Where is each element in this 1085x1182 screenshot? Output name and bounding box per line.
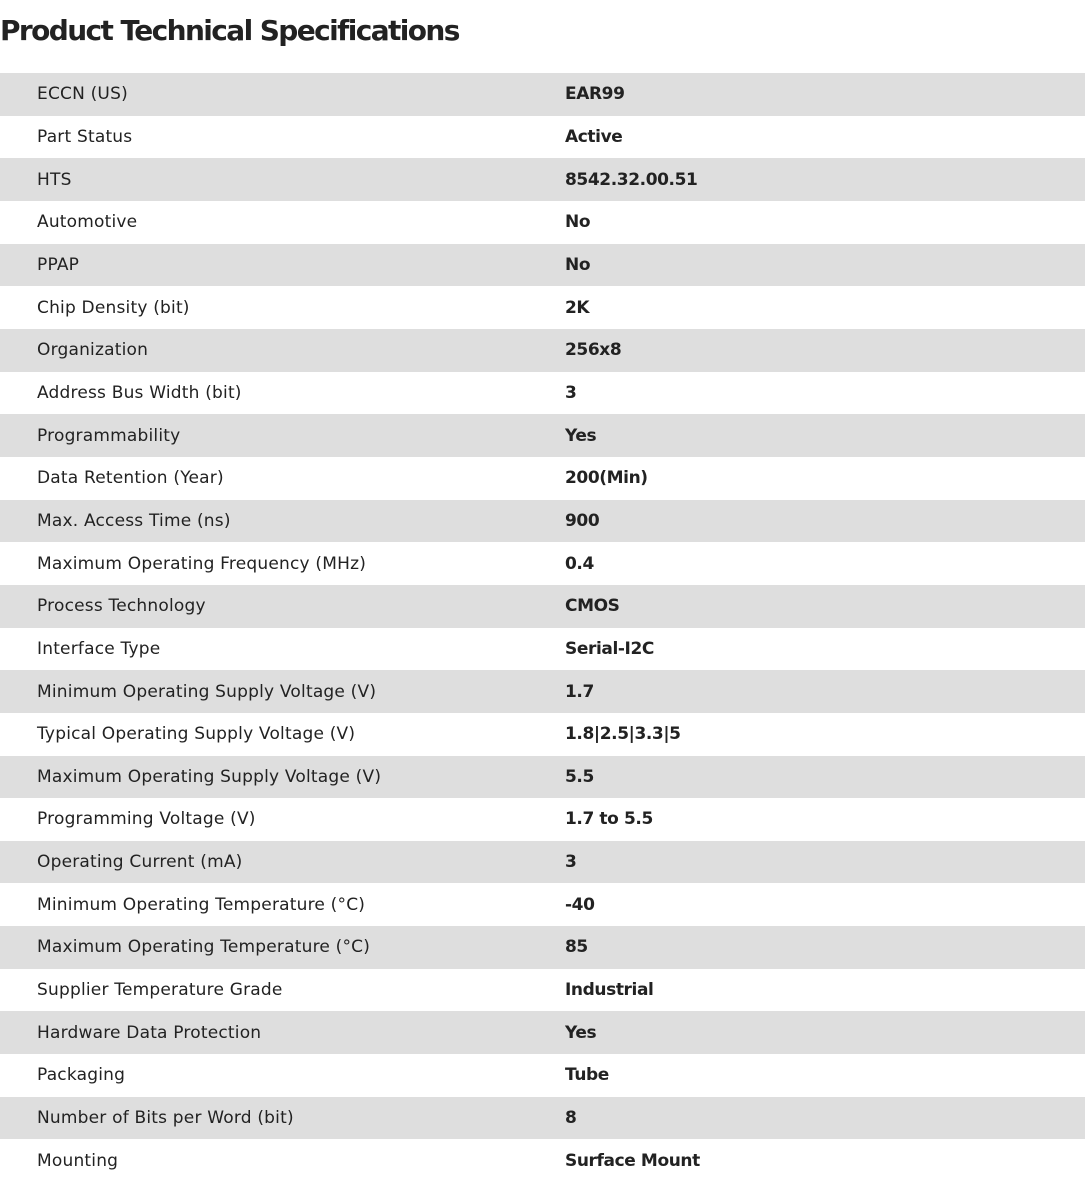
spec-row-ppap bbox=[0, 244, 1085, 287]
spec-value: 1.8|2.5|3.3|5 bbox=[565, 724, 681, 745]
spec-label: Part Status bbox=[37, 126, 133, 147]
spec-label: Supplier Temperature Grade bbox=[37, 980, 283, 1001]
spec-label: Max. Access Time (ns) bbox=[37, 510, 231, 531]
spec-label: Minimum Operating Supply Voltage (V) bbox=[37, 681, 377, 702]
spec-value: 3 bbox=[565, 382, 577, 403]
page-title: Product Technical Specifications bbox=[0, 14, 459, 47]
spec-label: Chip Density (bit) bbox=[37, 297, 190, 318]
spec-row-address-bus-width bbox=[0, 372, 1085, 415]
spec-row-organization bbox=[0, 329, 1085, 372]
spec-row-packaging bbox=[0, 1054, 1085, 1097]
spec-row-process-technology bbox=[0, 585, 1085, 628]
spec-value: No bbox=[565, 212, 591, 233]
spec-value: Active bbox=[565, 126, 623, 147]
spec-row-part-status bbox=[0, 116, 1085, 159]
spec-label: Process Technology bbox=[37, 596, 206, 617]
spec-row-bits-per-word bbox=[0, 1097, 1085, 1140]
spec-value: 0.4 bbox=[565, 553, 594, 574]
spec-row-automotive bbox=[0, 201, 1085, 244]
spec-label: Maximum Operating Temperature (°C) bbox=[37, 937, 371, 958]
spec-label: Maximum Operating Supply Voltage (V) bbox=[37, 766, 382, 787]
spec-value: 3 bbox=[565, 852, 577, 873]
spec-value: 85 bbox=[565, 937, 588, 958]
spec-row-min-supply-voltage bbox=[0, 670, 1085, 713]
spec-value: 1.7 to 5.5 bbox=[565, 809, 653, 830]
spec-value: 8542.32.00.51 bbox=[565, 169, 698, 190]
spec-value: 8 bbox=[565, 1108, 577, 1129]
spec-label: Programming Voltage (V) bbox=[37, 809, 256, 830]
spec-row-typ-supply-voltage bbox=[0, 713, 1085, 756]
spec-value: Yes bbox=[565, 425, 597, 446]
spec-row-data-retention bbox=[0, 457, 1085, 500]
spec-value: -40 bbox=[565, 894, 595, 915]
spec-label: Number of Bits per Word (bit) bbox=[37, 1108, 294, 1129]
spec-label: Minimum Operating Temperature (°C) bbox=[37, 894, 366, 915]
spec-label: Packaging bbox=[37, 1065, 126, 1086]
spec-label: HTS bbox=[37, 169, 72, 190]
spec-row-operating-current bbox=[0, 841, 1085, 884]
spec-row-max-access-time bbox=[0, 500, 1085, 543]
spec-row-interface-type bbox=[0, 628, 1085, 671]
spec-value: No bbox=[565, 254, 591, 275]
spec-row-programmability bbox=[0, 414, 1085, 457]
spec-value: Yes bbox=[565, 1022, 597, 1043]
spec-value: CMOS bbox=[565, 596, 620, 617]
spec-row-temperature-grade bbox=[0, 969, 1085, 1012]
spec-table-body bbox=[0, 73, 1085, 1182]
spec-value: EAR99 bbox=[565, 84, 625, 105]
spec-table bbox=[0, 73, 1085, 1182]
spec-label: Operating Current (mA) bbox=[37, 852, 243, 873]
spec-value: Serial-I2C bbox=[565, 638, 654, 659]
spec-row-programming-voltage bbox=[0, 798, 1085, 841]
spec-value: 5.5 bbox=[565, 766, 594, 787]
spec-label: Interface Type bbox=[37, 638, 161, 659]
spec-row-chip-density bbox=[0, 286, 1085, 329]
spec-value: 1.7 bbox=[565, 681, 594, 702]
spec-label: Programmability bbox=[37, 425, 181, 446]
spec-value: 256x8 bbox=[565, 340, 622, 361]
spec-value: 200(Min) bbox=[565, 468, 648, 489]
spec-value: Industrial bbox=[565, 980, 654, 1001]
spec-row-eccn bbox=[0, 73, 1085, 116]
spec-row-min-operating-temp bbox=[0, 883, 1085, 926]
spec-label: Hardware Data Protection bbox=[37, 1022, 262, 1043]
spec-label: Mounting bbox=[37, 1150, 119, 1171]
spec-row-max-operating-frequency bbox=[0, 542, 1085, 585]
spec-row-hts bbox=[0, 158, 1085, 201]
spec-value: 900 bbox=[565, 510, 600, 531]
spec-label: ECCN (US) bbox=[37, 84, 128, 105]
spec-row-max-supply-voltage bbox=[0, 756, 1085, 799]
spec-label: PPAP bbox=[37, 254, 80, 275]
spec-label: Address Bus Width (bit) bbox=[37, 382, 242, 403]
spec-value: 2K bbox=[565, 297, 590, 318]
spec-label: Typical Operating Supply Voltage (V) bbox=[37, 724, 356, 745]
spec-label: Organization bbox=[37, 340, 149, 361]
spec-label: Automotive bbox=[37, 212, 138, 233]
spec-label: Maximum Operating Frequency (MHz) bbox=[37, 553, 367, 574]
spec-value: Surface Mount bbox=[565, 1150, 700, 1171]
spec-label: Data Retention (Year) bbox=[37, 468, 224, 489]
spec-row-max-operating-temp bbox=[0, 926, 1085, 969]
spec-row-hardware-data-protection bbox=[0, 1011, 1085, 1054]
spec-value: Tube bbox=[565, 1065, 609, 1086]
